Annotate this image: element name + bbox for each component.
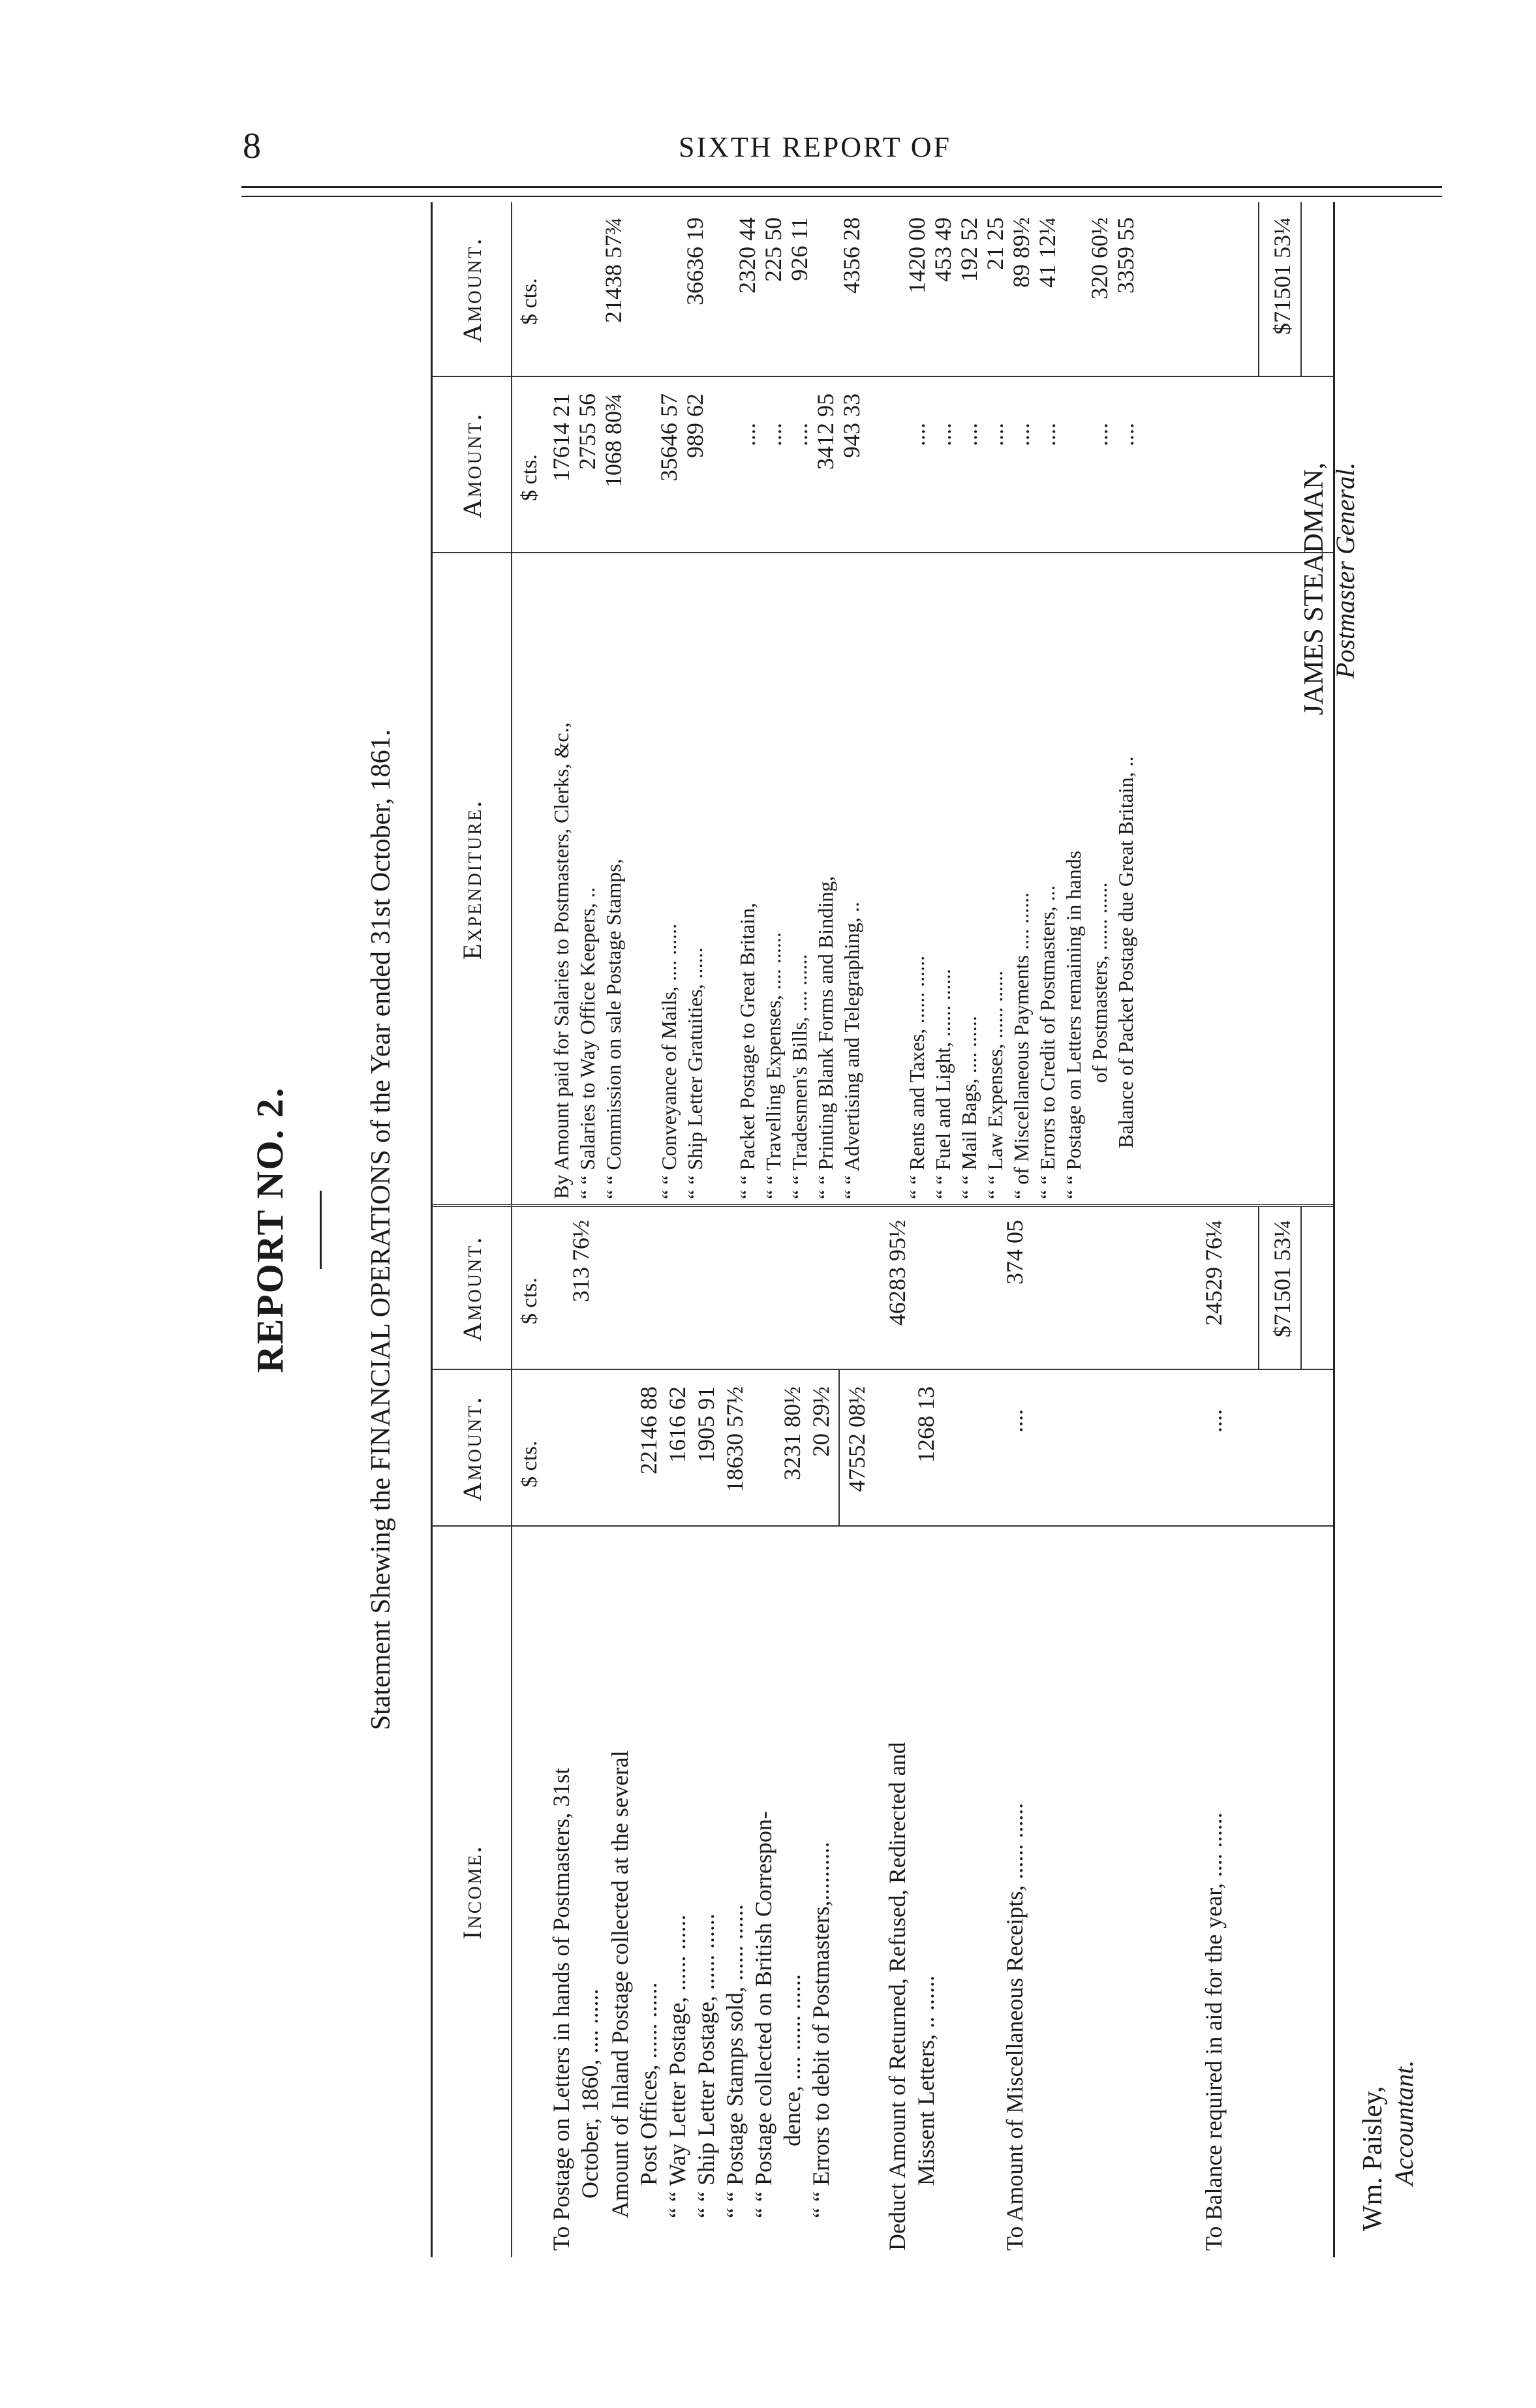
income-dots: .... xyxy=(1002,1409,1028,1433)
expenditure-row: “ “ Law Expenses, ...... ...... xyxy=(983,970,1007,1199)
expenditure-dots: .... xyxy=(956,423,982,446)
expenditure-amount: 192 52 xyxy=(956,217,982,282)
income-row: Post Offices, ...... ...... xyxy=(636,1982,662,2186)
expenditure-dots: .... xyxy=(1086,423,1113,446)
expenditure-amount: 35646 57 xyxy=(656,393,682,481)
expenditure-row: Balance of Packet Postage due Great Britain, .. xyxy=(1114,756,1137,1148)
income-amount: 3231 80½ xyxy=(779,1386,805,1480)
unit-label: $ cts. xyxy=(517,1440,542,1487)
income-amount: 374 05 xyxy=(1002,1220,1028,1285)
income-net-amount: 46283 95½ xyxy=(884,1220,910,1326)
expenditure-dots: .... xyxy=(982,423,1008,446)
expenditure-row: “ “ Ship Letter Gratuities, ...... xyxy=(683,947,707,1199)
expenditure-amount: 41 12¼ xyxy=(1034,217,1060,288)
income-amount: 1616 62 xyxy=(664,1386,690,1463)
expenditure-dots: .... xyxy=(760,423,786,446)
income-amount: 18630 57½ xyxy=(722,1386,748,1492)
expenditure-row: “ “ Travelling Expenses, .... ...... xyxy=(761,932,785,1199)
total-rule xyxy=(1300,1207,1302,1370)
expenditure-amount: 943 33 xyxy=(838,393,865,458)
expenditure-total: $71501 53¼ xyxy=(1269,217,1295,335)
page-number: 8 xyxy=(243,126,261,166)
income-subtotal: 47552 08½ xyxy=(844,1386,870,1492)
expenditure-row: “ “ Tradesmen's Bills, .... ...... xyxy=(788,954,811,1199)
income-row: Missent Letters, .. ...... xyxy=(913,1975,939,2186)
postmaster-signature xyxy=(1298,463,1360,757)
expenditure-total-header: Amount. xyxy=(433,202,512,377)
expenditure-group-total: 4356 28 xyxy=(838,217,865,294)
total-rule xyxy=(1258,1207,1259,1370)
title-rule xyxy=(320,1191,322,1269)
expenditure-amount: 2320 44 xyxy=(734,217,760,294)
income-amount-column xyxy=(433,1369,1333,1527)
expenditure-amount: 21 25 xyxy=(982,217,1008,270)
income-amount: 1268 13 xyxy=(913,1386,939,1463)
income-amount: 24529 76¼ xyxy=(1201,1220,1227,1326)
income-amount: 22146 88 xyxy=(636,1386,662,1474)
income-row: Amount of Inland Postage collected at the several xyxy=(607,1750,633,2218)
income-row: “ “ Errors to debit of Postmasters,.......... xyxy=(808,1842,834,2218)
income-amount-header: Amount. xyxy=(433,1370,512,1527)
income-amount: 20 29½ xyxy=(808,1386,834,1457)
expenditure-row: “ “ Postage on Letters remaining in hands xyxy=(1062,850,1085,1199)
income-total-header: Amount. xyxy=(433,1207,512,1370)
ledger-table xyxy=(431,202,1335,2257)
unit-label: $ cts. xyxy=(517,278,542,325)
expenditure-dots: .... xyxy=(930,423,956,446)
expenditure-amount: 2755 56 xyxy=(574,393,600,470)
income-row: To Balance required in aid for the year, .... ...... xyxy=(1201,1812,1227,2251)
expenditure-row: By Amount paid for Salaries to Postmasters, Clerks, &c., xyxy=(549,722,573,1199)
expenditure-row: “ “ Conveyance of Mails, .... ...... xyxy=(657,923,681,1199)
expenditure-row: “ “ Advertising and Telegraphing, .. xyxy=(840,902,863,1199)
income-dots: .... xyxy=(1201,1409,1227,1433)
header-rule xyxy=(241,186,1442,188)
expenditure-amount-header: Amount. xyxy=(433,377,512,553)
expenditure-amount: 89 89½ xyxy=(1008,217,1034,288)
expenditure-dots: .... xyxy=(1008,423,1034,446)
expenditure-amount: 3412 95 xyxy=(812,393,838,470)
total-rule xyxy=(1258,202,1259,377)
header-rule-secondary xyxy=(241,196,1442,197)
income-row: dence, .... ...... ...... xyxy=(779,1974,805,2146)
expenditure-dots: .... xyxy=(1034,423,1060,446)
accountant-name: Wm. Paisley, xyxy=(1358,2086,1388,2231)
expenditure-group-total: 36636 19 xyxy=(682,217,708,305)
expenditure-row: “ “ Errors to Credit of Postmasters, ... xyxy=(1036,885,1059,1199)
expenditure-row: “ “ Rents and Taxes, ...... ...... xyxy=(905,955,929,1199)
expenditure-dots: .... xyxy=(904,423,930,446)
expenditure-row: “ of Miscellaneous Payments .... ...... xyxy=(1009,892,1033,1199)
accountant-signature xyxy=(1357,2060,1419,2231)
statement-title: Statement Shewing the FINANCIAL OPERATIONS of the Year ended 31st October, 1861. xyxy=(366,729,396,1731)
expenditure-row: “ “ Mail Bags, .... ...... xyxy=(957,1016,981,1199)
expenditure-amount: 1068 80¾ xyxy=(600,393,626,487)
income-amount: 1905 91 xyxy=(693,1386,719,1463)
income-row: “ “ Postage collected on British Correspon- xyxy=(750,1811,776,2218)
expenditure-row: “ “ Fuel and Light, ...... ...... xyxy=(931,969,955,1199)
expenditure-amount: 453 49 xyxy=(930,217,956,282)
income-header: Income. xyxy=(433,1527,512,2257)
expenditure-row: “ “ Packet Postage to Great Britain, xyxy=(735,902,759,1199)
postmaster-role: Postmaster General. xyxy=(1330,462,1360,678)
expenditure-row: of Postmasters, ...... ...... xyxy=(1088,882,1111,1083)
running-head: SIXTH REPORT OF xyxy=(679,131,952,163)
income-row: “ “ Ship Letter Postage, ...... ...... xyxy=(693,1913,719,2218)
postmaster-name: JAMES STEADMAN, xyxy=(1299,462,1329,716)
expenditure-total-column xyxy=(433,202,1333,377)
expenditure-amount: 1420 00 xyxy=(904,217,930,294)
income-row: To Postage on Letters in hands of Postmasters, 31st xyxy=(548,1767,574,2251)
income-row: “ “ Way Letter Postage, ...... ...... xyxy=(664,1914,690,2218)
expenditure-header: Expenditure. xyxy=(433,553,512,1206)
expenditure-row: “ “ Salaries to Way Office Keepers, .. xyxy=(576,887,599,1199)
expenditure-amount: 3359 55 xyxy=(1113,217,1139,294)
unit-label: $ cts. xyxy=(517,1277,542,1324)
expenditure-row: “ “ Printing Blank Forms and Binding, xyxy=(814,876,837,1199)
expenditure-dots: .... xyxy=(1113,423,1139,446)
unit-label: $ cts. xyxy=(517,454,542,501)
income-row: To Amount of Miscellaneous Receipts, ...... ...... xyxy=(1002,1803,1028,2251)
subtotal-rule xyxy=(838,1370,840,1527)
expenditure-dots: .... xyxy=(734,423,760,446)
expenditure-amount: 926 11 xyxy=(786,217,812,281)
expenditure-amount: 17614 21 xyxy=(548,393,574,481)
income-row: Deduct Amount of Returned, Refused, Redirected and xyxy=(884,1742,910,2251)
expenditure-dots: .... xyxy=(786,423,812,446)
income-amount: 313 76½ xyxy=(568,1220,594,1302)
expenditure-amount: 225 50 xyxy=(760,217,786,282)
expenditure-row: “ “ Commission on sale Postage Stamps, xyxy=(602,859,625,1199)
income-total: $71501 53¼ xyxy=(1269,1220,1295,1337)
total-rule xyxy=(1300,202,1302,377)
expenditure-amount: 989 62 xyxy=(682,393,708,458)
income-row: October, 1860, .... ...... xyxy=(577,1989,603,2199)
expenditure-amount: 320 60½ xyxy=(1086,217,1113,299)
rotated-report xyxy=(241,202,1436,2257)
income-row: “ “ Postage Stamps sold, ...... ...... xyxy=(722,1904,748,2218)
expenditure-group-total: 21438 57¾ xyxy=(600,217,626,323)
accountant-role: Accountant. xyxy=(1389,2060,1419,2186)
report-title: REPORT NO. 2. xyxy=(249,1086,291,1373)
